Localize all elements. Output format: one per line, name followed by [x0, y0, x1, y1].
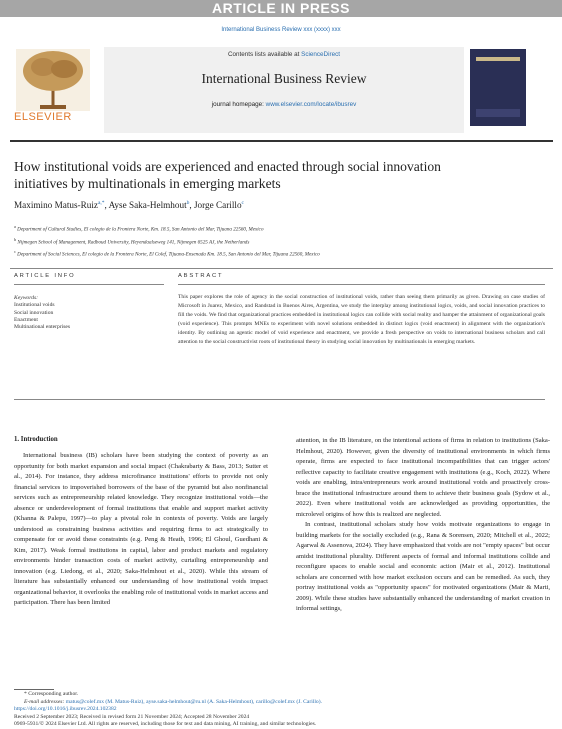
author-marks[interactable]: c	[241, 200, 244, 206]
author-name[interactable]: Ayse Saka-Helmhout	[108, 200, 187, 211]
journal-homepage	[104, 101, 464, 108]
paragraph: International business (IB) scholars have been studying the context of poverty as an opportunity for both market expansion and social impact (Chakrabarty & Bass, 2013; Sutter et al., 2014). For instance, they address microfinance institutions' efforts to provide not only financial services to impoverished borrowers of the base of the pyramid but also nonfinancial services such as entrepreneurship related knowledge. They recognize institutional voids—the absence or underdevelopment of formal institutions that enable and support market activity (Khanna & Palepu, 1997)—to play a pivotal role in contexts of poverty. Voids are largely understood as constraining business activities and requiring firms to act strategically to compensate for or avoid these constraints (e.g. Peng & Heath, 1996; El Ghoul, Guedhani & Kim, 2017). Weak formal institutions in capital, labor and product markets and regulatory environments hinder transaction costs of market activity, curtailing entrepreneurship and innovation (e.g. Liedong, et al., 2020; Saka-Helmhout et al., 2020). While this stream of literature has substantially enhanced our understanding of how institutional voids impact organizational behavior, it overlooks the enabling role of institutional voids in market access and participation. There has been limited	[14, 452, 268, 606]
keyword: Social innovation	[14, 309, 54, 316]
article-in-press-banner: ARTICLE IN PRESS	[0, 0, 562, 17]
received-dates: Received 2 September 2023; Received in revised form 21 November 2024; Accepted 28 November 2024	[14, 713, 250, 720]
author-name[interactable]: Maximino Matus-Ruiz	[14, 200, 98, 211]
journal-citation-link[interactable]: International Business Review xxx (xxxx) xxx	[221, 27, 341, 33]
affiliation: $^b$ Nijmegen School of Management, Radboud University, Heyendaalseweg 141, Nijmegen 6525 AJ, the Netherlands	[14, 236, 250, 246]
paragraph: In contrast, institutional scholars study how voids motivate organizations to engage in building markets for the socially excluded (e.g., Rana & Sorensen, 2020; Mitchell et al., 2022; Agarwal & Assenova, 2024). They have emphasized that voids are not "empty spaces" but occur amidst institutional plurality. Different aspects of formal and informal institutions collide and reconfigure spaces to enable social and economic action (Mair et al., 2012). Institutional scholars are concerned with how market exclusion occurs and can be remedied. As such, they portray institutional voids as "opportunity spaces" for motivated organizations (Mair & Marti, 2009). While these studies have substantially enhanced the understanding of market creation in informal settings,	[296, 521, 550, 612]
author-marks[interactable]: b	[186, 200, 190, 206]
left-column	[14, 451, 268, 609]
homepage-prefix: journal homepage:	[211, 101, 264, 108]
footnote-block	[14, 690, 554, 706]
divider	[14, 284, 164, 285]
elsevier-logo	[10, 47, 96, 133]
journal-cover-image[interactable]	[470, 49, 526, 126]
journal-header	[10, 47, 553, 133]
affiliation: $^a$ Department of Cultural Studies, El colegio de la Frontera Norte, Km. 18.5, San Antonio del Mar, Tijuana 22560, Mexico	[14, 224, 264, 233]
copyright-line: 0969-5931/© 2024 Elsevier Ltd. All rights are reserved, including those for text and data mining, AI training, and similar technologies.	[14, 721, 317, 728]
affiliation: $^c$ Department of Social Sciences, El colegio de la Frontera Norte, El Colef, Tijuana-Ensenada Km. 18.5, San Antonio del Mar, Tijuana 22560, Mexico	[14, 249, 320, 259]
right-column	[296, 436, 550, 615]
article-title: How institutional voids are experienced and enacted through social innovation initiatives by multinationals in emerging markets	[14, 159, 441, 191]
keyword: Institutional voids	[14, 302, 55, 309]
author-list: Maximino Matus-Ruiz$^{a,*}$, Ayse Saka-Helmhout$^b$, Jorge Carillo$^c$	[14, 200, 244, 211]
author-marks[interactable]: a,*	[97, 200, 105, 206]
abstract-text: This paper explores the role of agency in the social construction of institutional voids, rather than seeing them primarily as given. Drawing on case studies of Microsoft in Juarez, Mexico, and Randstad in Buenos Aires, Argentina, we study the interplay among institutional logics, voids, and social innovation practices to fill the voids. We find that organizational practices embedded in institutional logics can collide with social reality and hamper the attainment of organizational goals (void experience). This prompts MNEs to experiment with novel solutions embedded in distinct logics (void enactment) in alignment with the organization's identity. By outlining an agentic model of void experience and enactment, we provide a fresh perspective on voids to international business scholars and call attention to the social constructivist roots of institutional theory in studying social innovation by multinationals in emerging markets.	[178, 294, 545, 345]
sciencedirect-link[interactable]: ScienceDirect	[301, 51, 340, 58]
homepage-link[interactable]: www.elsevier.com/locate/ibusrev	[265, 101, 357, 108]
header-rule	[10, 140, 553, 142]
keyword: Multinational enterprises	[14, 324, 71, 331]
divider	[10, 268, 553, 269]
author-name[interactable]: Jorge Carillo	[193, 200, 242, 211]
keywords-label: Keywords:	[14, 295, 39, 301]
divider	[14, 399, 545, 400]
journal-title: International Business Review	[201, 71, 367, 86]
emails-label: E-mail addresses:	[24, 699, 65, 706]
article-info-heading: ARTICLE INFO	[14, 273, 76, 279]
abstract-heading: ABSTRACT	[178, 273, 224, 279]
paragraph: attention, in the IB literature, on the intentional actions of firms in relation to institutions (Saka-Helmhout, 2020). However, given the diversity of institutional environments in which firms operate, firms are expected to face institutional incompatibilities that can trigger actors' reflective capacity to facilitate creative engagement with institutions (e.g., Koch, 2022). Where voids are enabling, intra/entrepreneurs work around institutional voids and proactively cross-brace the institutional infrastructure around them to achieve their business goals (Sydow et al., 2022). Even where institutional voids are acknowledged as providing opportunities, the microlevel origins of how this is realized are neglected.	[296, 437, 550, 518]
corresponding-author-note: * Corresponding author.	[24, 691, 79, 697]
doi-link[interactable]: https://doi.org/10.1016/j.ibusrev.2024.102382	[14, 706, 117, 712]
contents-line	[104, 51, 464, 58]
keywords-block	[14, 295, 70, 331]
divider	[178, 284, 545, 285]
keyword: Enactment	[14, 316, 38, 323]
section-heading: 1. Introduction	[14, 436, 58, 443]
contents-prefix: Contents lists available at	[227, 51, 300, 58]
affiliations	[14, 222, 544, 260]
journal-masthead	[104, 47, 464, 133]
publisher-wordmark: ELSEVIER	[14, 111, 72, 123]
email-addresses[interactable]: matus@colef.mx (M. Matus-Ruiz), ayse.saka-helmhout@ru.nl (A. Saka-Helmhout), carillo@colef.mx (J. Carillo).	[65, 699, 322, 706]
doi-block	[14, 706, 554, 729]
